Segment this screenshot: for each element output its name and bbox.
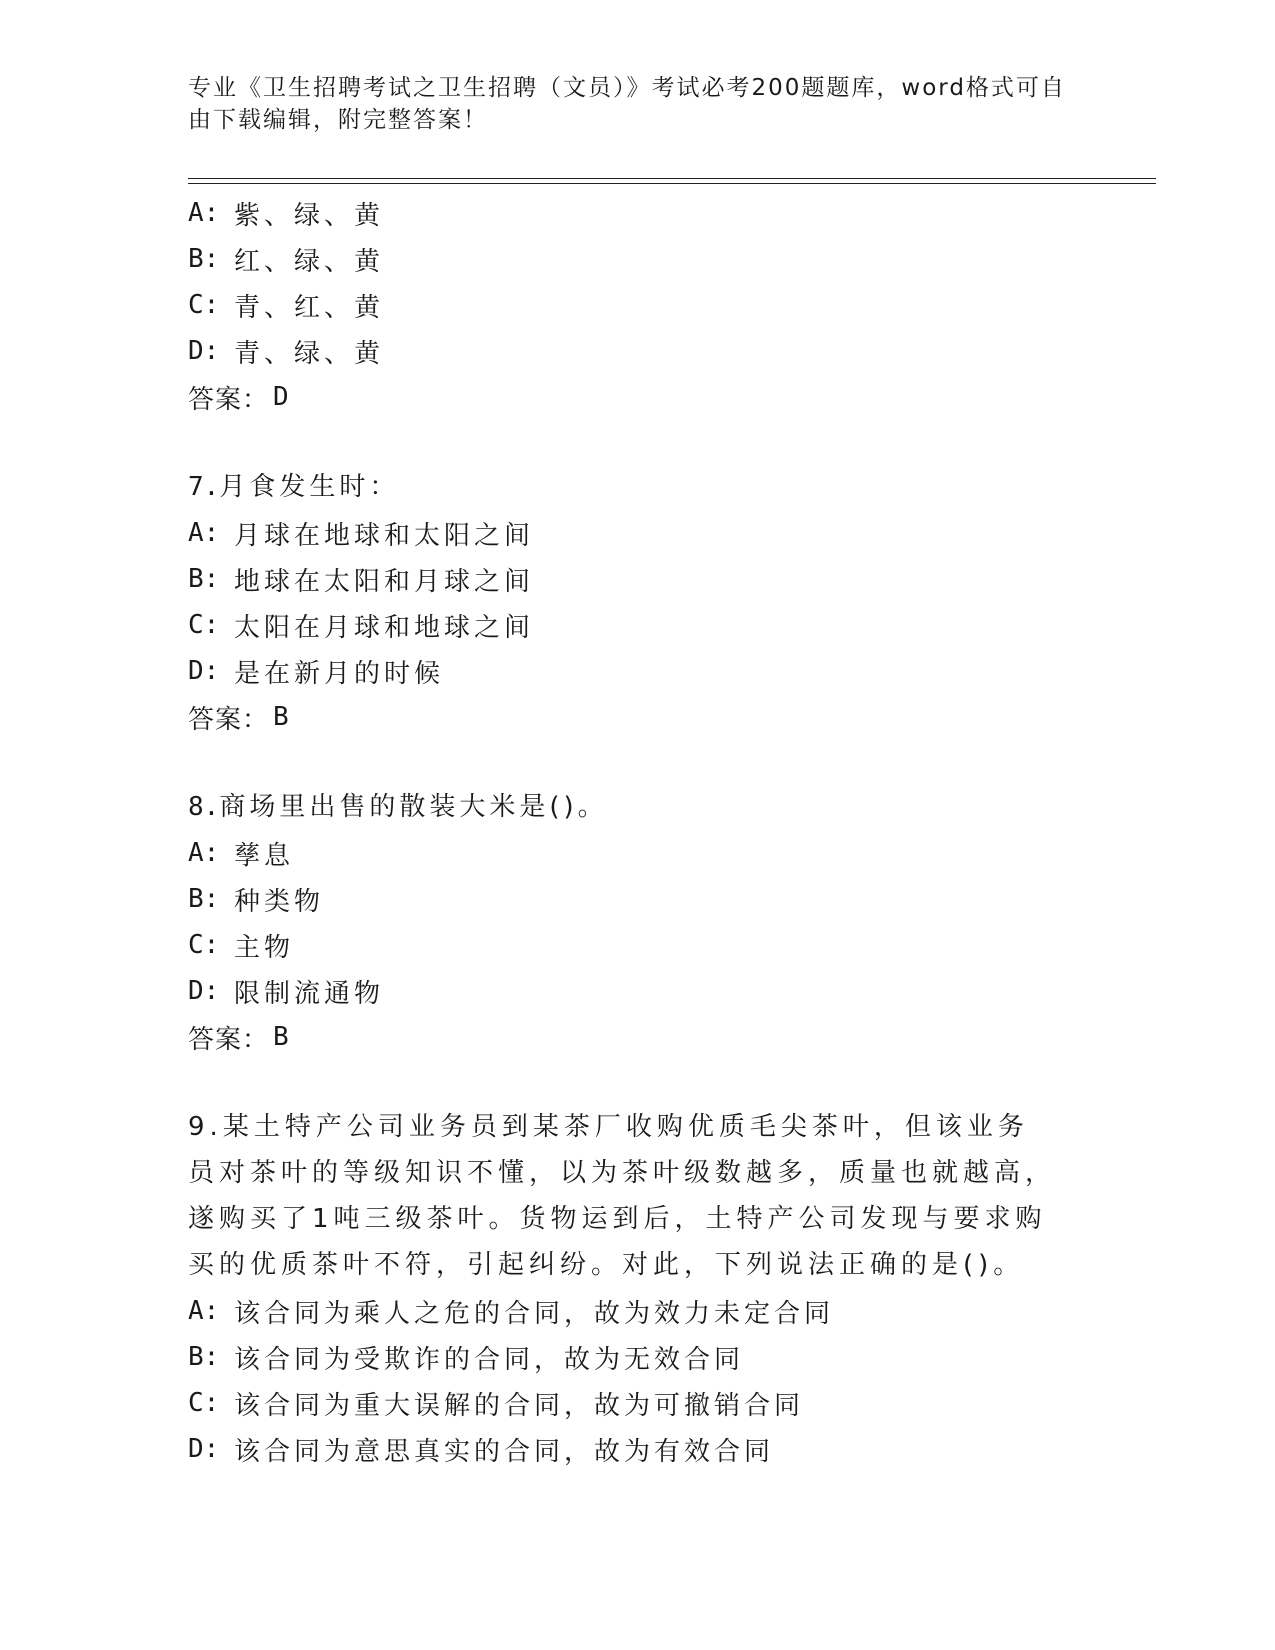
answer-label: 答案： [188,1024,270,1055]
question-9 [188,1104,1068,1472]
question-6 [188,190,1068,420]
option-text: 紫、绿、黄 [234,200,385,231]
option-text: 太阳在月球和地球之间 [234,612,535,643]
option-b [188,556,1068,602]
question-stem: 月食发生时： [219,472,400,502]
question-list [188,190,1068,1472]
option-text: 该合同为重大误解的合同，故为可撤销合同 [234,1390,805,1421]
question-text [188,784,1068,830]
option-b [188,876,1068,922]
option-letter: A: [188,1296,220,1326]
question-number: 7. [188,472,220,502]
option-b [188,236,1068,282]
option-letter: B: [188,564,220,594]
option-text: 该合同为乘人之危的合同，故为效力未定合同 [234,1298,835,1329]
spacer [188,420,1068,464]
option-text: 主物 [234,932,295,963]
option-d [188,328,1068,374]
option-text: 该合同为受欺诈的合同，故为无效合同 [234,1344,745,1375]
answer-line [188,1014,1068,1060]
answer-value: B [273,702,290,732]
option-d [188,648,1068,694]
option-text: 限制流通物 [234,978,385,1009]
header-divider-top [188,178,1156,179]
option-a [188,190,1068,236]
question-8 [188,784,1068,1060]
option-letter: B: [188,1342,220,1372]
answer-value: B [273,1022,290,1052]
option-letter: C: [188,290,220,320]
option-letter: A: [188,518,220,548]
option-letter: C: [188,610,220,640]
answer-line [188,694,1068,740]
option-letter: D: [188,336,220,366]
question-number: 9. [188,1112,223,1142]
option-text: 红、绿、黄 [234,246,385,277]
option-c [188,1380,1068,1426]
spacer [188,1060,1068,1104]
option-text: 该合同为意思真实的合同，故为有效合同 [234,1436,775,1467]
option-letter: B: [188,244,220,274]
question-stem: 某土特产公司业务员到某茶厂收购优质毛尖茶叶，但该业务员对茶叶的等级知识不懂，以为茶叶级数越多，质量也就越高，遂购买了1吨三级茶叶。货物运到后，土特产公司发现与要求购买的优质茶叶不符，引起纠纷。对此，下列说法正确的是()。 [188,1112,1057,1280]
option-text: 地球在太阳和月球之间 [234,566,535,597]
option-letter: D: [188,976,220,1006]
option-text: 青、红、黄 [234,292,385,323]
option-b [188,1334,1068,1380]
option-letter: A: [188,838,220,868]
option-c [188,602,1068,648]
option-c [188,922,1068,968]
option-a [188,510,1068,556]
option-text: 月球在地球和太阳之间 [234,520,535,551]
option-letter: A: [188,198,220,228]
question-text [188,464,1068,510]
document-header: 专业《卫生招聘考试之卫生招聘（文员）》考试必考200题题库，word格式可自由下载编辑，附完整答案！ [188,75,1066,133]
option-text: 青、绿、黄 [234,338,385,369]
answer-value: D [273,382,290,412]
option-text: 是在新月的时候 [234,658,445,689]
header-divider-bottom [188,183,1156,184]
option-d [188,968,1068,1014]
question-text [188,1104,1058,1288]
answer-label: 答案： [188,384,270,415]
option-text: 孳息 [234,840,295,871]
option-letter: C: [188,1388,220,1418]
option-a [188,830,1068,876]
answer-label: 答案： [188,704,270,735]
question-7 [188,464,1068,740]
option-text: 种类物 [234,886,325,917]
option-c [188,282,1068,328]
spacer [188,740,1068,784]
option-letter: D: [188,1434,220,1464]
question-stem: 商场里出售的散装大米是()。 [219,792,608,822]
option-letter: B: [188,884,220,914]
option-letter: D: [188,656,220,686]
option-letter: C: [188,930,220,960]
option-a [188,1288,1068,1334]
answer-line [188,374,1068,420]
option-d [188,1426,1068,1472]
question-number: 8. [188,792,220,822]
